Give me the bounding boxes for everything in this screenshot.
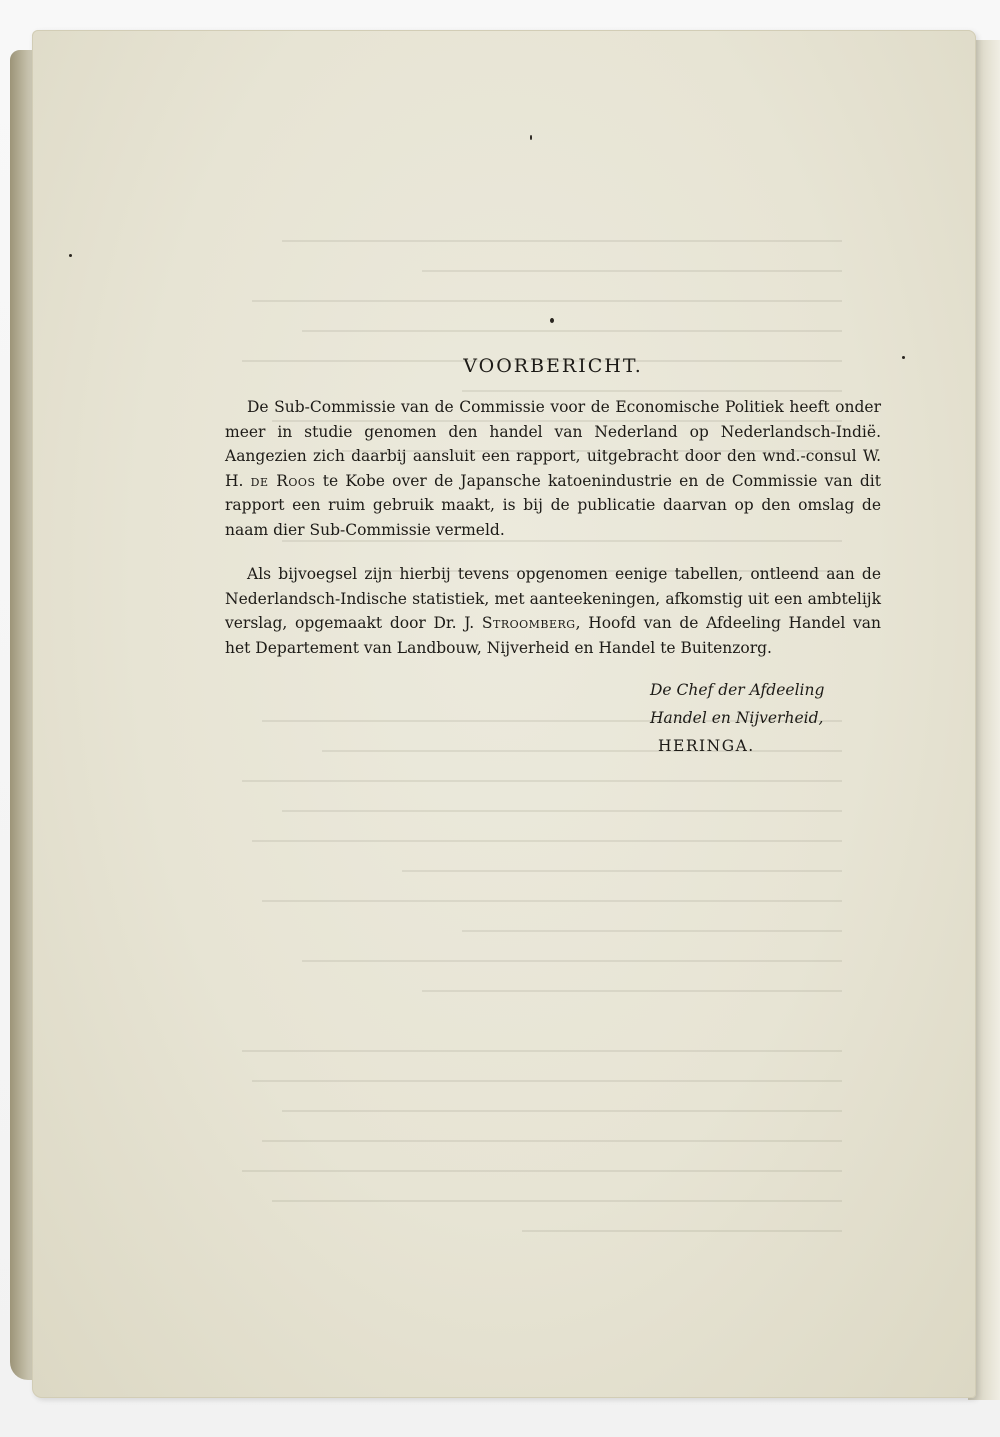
- paragraph-1-text-a: De Sub-Commissie van de Commissie voor de Economische Politiek heeft onder meer in studie genomen den handel van Nederland op Nederlandsch-Indië. Aangezien zich daarbij aansluit een rapport, uitgebracht door den wnd.-consul W. H.: [225, 398, 881, 490]
- paper-speck: [902, 356, 905, 359]
- signature-line-2: Handel en Nijverheid,: [650, 709, 824, 727]
- signature-block: [650, 676, 881, 760]
- paragraph-1-text-b: te Kobe over de Japansche katoenindustrie en de Commissie van dit rapport een ruim gebruik maakt, is bij de publicatie daarvan op den omslag de naam dier Sub-Commissie vermeld.: [225, 471, 881, 539]
- signature-line-1: De Chef der Afdeeling: [650, 681, 825, 699]
- name-stroomberg: Stroomberg: [481, 614, 576, 632]
- paragraph-2-text-a: Als bijvoegsel zijn hierbij tevens opgenomen eenige tabellen, ontleend aan de Nederlandsch-Indische statistiek, met aanteekeningen, afkomstig uit een ambtelijk verslag, opgemaakt door Dr. J.: [225, 565, 881, 632]
- paragraph-2-text-b: , Hoofd van de Afdeeling Handel van het Departement van Landbouw, Nijverheid en Handel te Buitenzorg.: [225, 614, 881, 657]
- page-title: VOORBERICHT.: [463, 355, 643, 377]
- foreword-text-block: [225, 355, 881, 760]
- name-de-roos: de Roos: [250, 471, 316, 490]
- paper-speck: [530, 135, 532, 140]
- paragraph-1: [225, 395, 881, 542]
- paper-speck: [69, 254, 72, 257]
- paper-speck: [550, 318, 554, 323]
- paragraph-2: [225, 562, 881, 660]
- signature-name: HERINGA.: [658, 737, 755, 755]
